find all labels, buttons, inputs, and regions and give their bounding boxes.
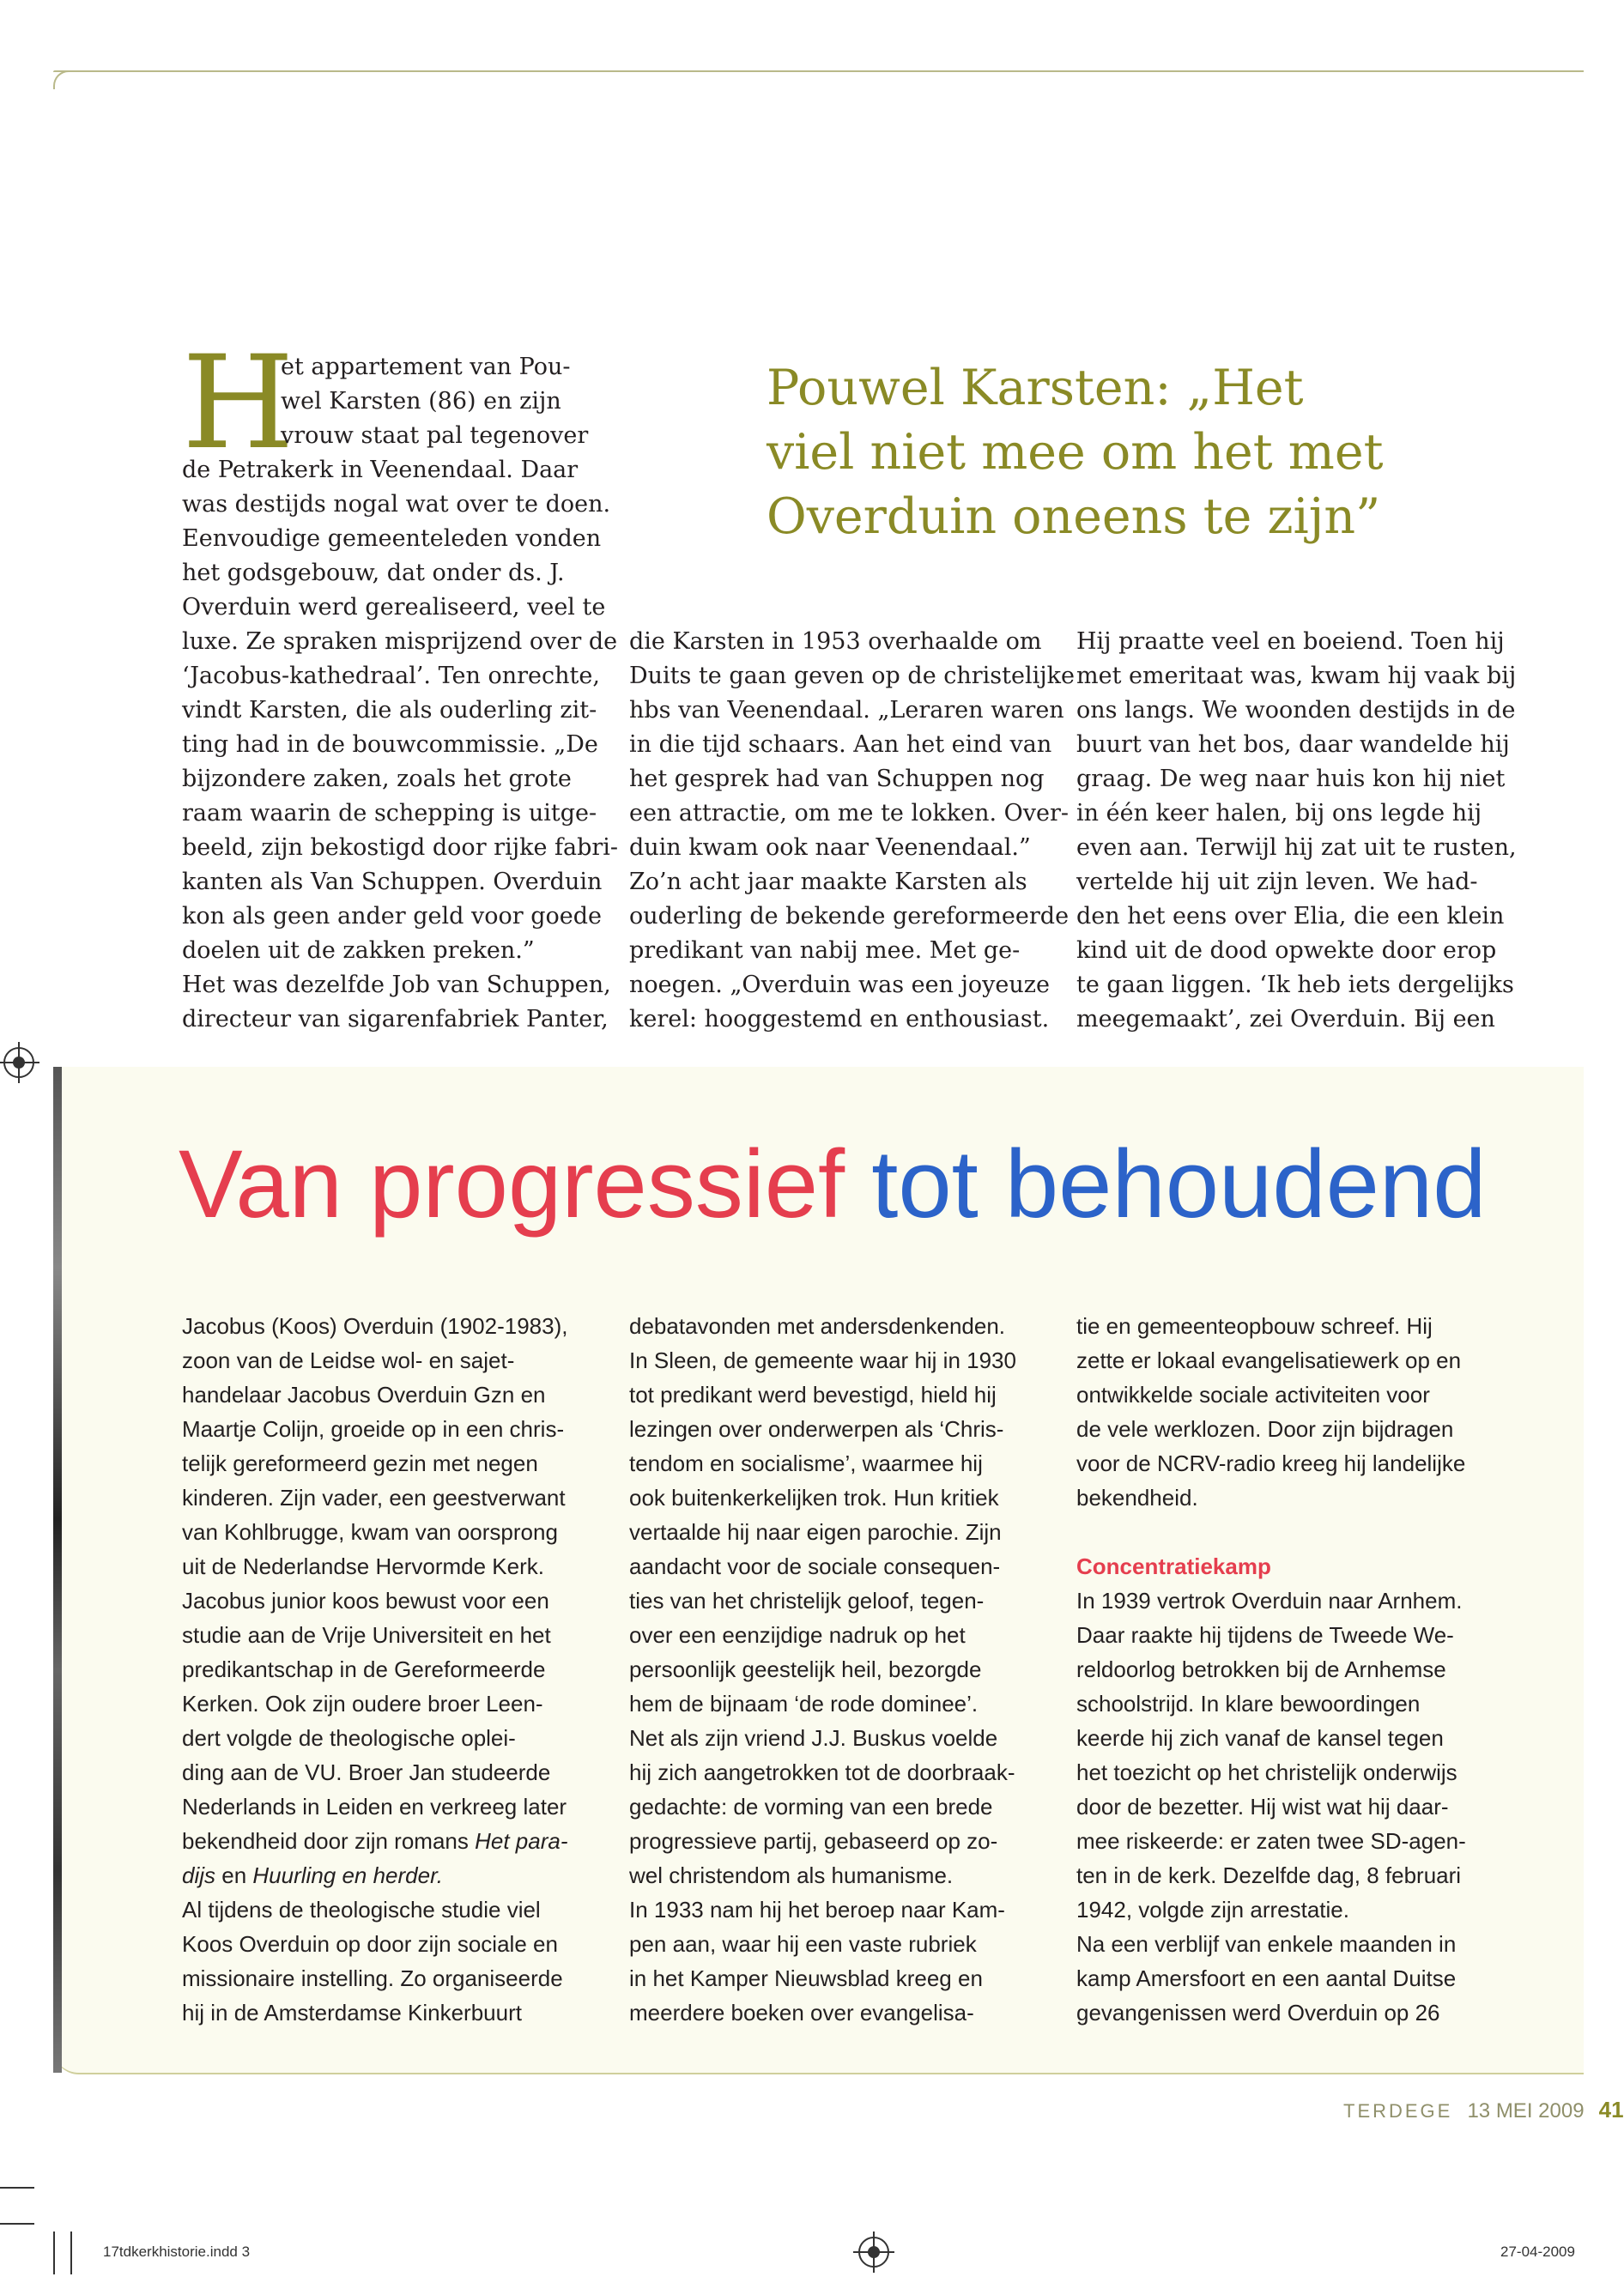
registration-mark	[858, 2237, 889, 2268]
text-line: kanten als Van Schuppen. Overduin	[182, 869, 603, 895]
text-line: keerde hij zich vanaf de kansel tegen	[1076, 1725, 1444, 1751]
book-title: Het para-	[475, 1828, 568, 1854]
text-line: Maartje Colijn, groeide op in een chris-	[182, 1416, 565, 1442]
pull-quote-line: viel niet mee om het met	[767, 424, 1384, 481]
text-line: wel Karsten (86) en zijn	[281, 388, 561, 415]
sidebar-photo-strip	[53, 1067, 62, 2073]
text-line: uit de Nederlandse Hervormde Kerk.	[182, 1553, 544, 1579]
text-line: Het was dezelfde Job van Schuppen,	[182, 972, 611, 998]
text-line: door de bezetter. Hij wist wat hij daar-	[1076, 1794, 1449, 1820]
text-line: hem de bijnaam ‘de rode dominee’.	[629, 1691, 979, 1717]
text-line: predikant van nabij mee. Met ge-	[629, 937, 1021, 964]
text-line: ouderling de bekende gereformeerde	[629, 903, 1070, 930]
text-line: het godsgebouw, dat onder ds. J.	[182, 560, 565, 586]
text-line: Zo’n acht jaar maakte Karsten als	[629, 869, 1027, 895]
text-line: telijk gereformeerd gezin met negen	[182, 1450, 538, 1476]
text-line: Net als zijn vriend J.J. Buskus voelde	[629, 1725, 998, 1751]
text-line: graag. De weg naar huis kon hij niet	[1076, 766, 1506, 792]
text-line: Koos Overduin op door zijn sociale en	[182, 1931, 558, 1957]
text-line: lezingen over onderwerpen als ‘Chris-	[629, 1416, 1004, 1442]
text-line: meegemaakt’, zei Overduin. Bij een	[1076, 1006, 1495, 1032]
text-line: over een eenzijdige nadruk op het	[629, 1622, 966, 1648]
text-line: kon als geen ander geld voor goede	[182, 903, 603, 930]
text-segment: en	[221, 1862, 247, 1888]
text-line: Jacobus junior koos bewust voor een	[182, 1588, 549, 1614]
text-line: ding aan de VU. Broer Jan studeerde	[182, 1759, 551, 1785]
page-number: 41	[1598, 2097, 1624, 2123]
text-line: wel christendom als humanisme.	[629, 1862, 954, 1888]
text-line: bijzondere zaken, zoals het grote	[182, 766, 572, 792]
article-intro	[281, 350, 588, 453]
text-line: luxe. Ze spraken misprijzend over de	[182, 628, 618, 655]
text-line: raam waarin de schepping is uitge-	[182, 800, 597, 827]
text-line: het toezicht op het christelijk onderwijs	[1076, 1759, 1457, 1785]
text-line: vertelde hij uit zijn leven. We had-	[1076, 869, 1478, 895]
text-line: kinderen. Zijn vader, een geestverwant	[182, 1485, 566, 1511]
text-line: gevangenissen werd Overduin op 26	[1076, 2000, 1440, 2026]
text-line: progressieve partij, gebaseerd op zo-	[629, 1828, 998, 1854]
text-line: hij zich aangetrokken tot de doorbraak-	[629, 1759, 1015, 1785]
text-line: missionaire instelling. Zo organiseerde	[182, 1965, 563, 1991]
text-line: de Petrakerk in Veenendaal. Daar	[182, 457, 579, 483]
text-line: kind uit de dood opwekte door erop	[1076, 937, 1497, 964]
text-line: Eenvoudige gemeenteleden vonden	[182, 525, 602, 552]
text-line: tendom en socialisme’, waarmee hij	[629, 1450, 983, 1476]
text-line: reldoorlog betrokken bij de Arnhemse	[1076, 1656, 1446, 1682]
registration-dot	[13, 1057, 25, 1069]
slug-filename: 17tdkerkhistorie.indd 3	[103, 2244, 251, 2260]
text-line: met emeritaat was, kwam hij vaak bij	[1076, 663, 1517, 689]
headline-blue: tot behoudend	[871, 1130, 1487, 1238]
text-line: ‘Jacobus-kathedraal’. Ten onrechte,	[182, 663, 600, 689]
text-line: zette er lokaal evangelisatiewerk op en	[1076, 1347, 1462, 1373]
text-line: ook buitenkerkelijken trok. Hun kritiek	[629, 1485, 999, 1511]
text-line: aandacht voor de sociale consequen-	[629, 1553, 1001, 1579]
text-line: voor de NCRV-radio kreeg hij landelijke	[1076, 1450, 1466, 1476]
text-line: Kerken. Ook zijn oudere broer Leen-	[182, 1691, 543, 1717]
text-line: dert volgde de theologische oplei-	[182, 1725, 516, 1751]
pull-quote	[767, 356, 1383, 549]
text-line: vertaalde hij naar eigen parochie. Zijn	[629, 1519, 1002, 1545]
sidebar-column-2	[629, 1309, 1016, 2030]
text-line: doelen uit de zakken preken.”	[182, 937, 535, 964]
issue-date: 13 MEI 2009	[1467, 2099, 1585, 2123]
magazine-name: TERDEGE	[1343, 2100, 1453, 2122]
sidebar-column-1	[182, 1309, 568, 2030]
top-rule-corner	[53, 70, 72, 89]
text-line: debatavonden met andersdenkenden.	[629, 1313, 1006, 1339]
text-line	[182, 1858, 568, 1892]
text-line: predikantschap in de Gereformeerde	[182, 1656, 546, 1682]
text-line: et appartement van Pou-	[281, 354, 571, 380]
drop-cap: H	[182, 329, 294, 478]
registration-dot	[868, 2246, 880, 2258]
text-line: noegen. „Overduin was een joyeuze	[629, 972, 1051, 998]
headline-red: Van progressief	[179, 1130, 845, 1238]
text-line: studie aan de Vrije Universiteit en het	[182, 1622, 551, 1648]
slug-date: 27-04-2009	[1500, 2244, 1575, 2260]
page-footer	[1343, 2097, 1624, 2123]
text-line: Nederlands in Leiden en verkreeg later	[182, 1794, 567, 1820]
text-line: in het Kamper Nieuwsblad kreeg en	[629, 1965, 983, 1991]
text-line: pen aan, waar hij een vaste rubriek	[629, 1931, 977, 1957]
article-column-1	[182, 453, 618, 1037]
text-line: directeur van sigarenfabriek Panter,	[182, 1006, 609, 1032]
text-line: gedachte: de vorming van een brede	[629, 1794, 993, 1820]
text-line: Hij praatte veel en boeiend. Toen hij	[1076, 628, 1505, 655]
text-line: tie en gemeenteopbouw schreef. Hij	[1076, 1313, 1433, 1339]
text-line: Na een verblijf van enkele maanden in	[1076, 1931, 1457, 1957]
top-rule	[53, 70, 1584, 72]
text-line: was destijds nogal wat over te doen.	[182, 491, 611, 518]
text-line: mee riskeerde: er zaten twee SD-agen-	[1076, 1828, 1466, 1854]
text-line: kerel: hooggestemd en enthousiast.	[629, 1006, 1050, 1032]
text-line: hbs van Veenendaal. „Leraren waren	[629, 697, 1064, 724]
text-line: buurt van het bos, daar wandelde hij	[1076, 731, 1510, 758]
text-line: den het eens over Elia, die een klein	[1076, 903, 1505, 930]
text-line: van Kohlbrugge, kwam van oorsprong	[182, 1519, 558, 1545]
text-line: een attractie, om me te lokken. Over-	[629, 800, 1070, 827]
crop-mark	[0, 2187, 34, 2189]
text-line: in één keer halen, bij ons legde hij	[1076, 800, 1482, 827]
text-line: beeld, zijn bekostigd door rijke fabri-	[182, 834, 619, 861]
text-line: zoon van de Leidse wol- en sajet-	[182, 1347, 515, 1373]
text-line: die Karsten in 1953 overhaalde om	[629, 628, 1042, 655]
text-line: tot predikant werd bevestigd, hield hij	[629, 1382, 997, 1408]
crop-mark	[70, 2232, 72, 2274]
article-column-3	[1076, 625, 1517, 1037]
section-subhead: Concentratiekamp	[1076, 1553, 1271, 1579]
text-line: ties van het christelijk geloof, tegen-	[629, 1588, 985, 1614]
text-line: kamp Amersfoort en een aantal Duitse	[1076, 1965, 1457, 1991]
text-line: vrouw staat pal tegenover	[281, 422, 589, 449]
text-line: ons langs. We woonden destijds in de	[1076, 697, 1516, 724]
registration-mark	[3, 1047, 34, 1078]
text-line: te gaan liggen. ‘Ik heb iets dergelijks	[1076, 972, 1514, 998]
text-line: schoolstrijd. In klare bewoordingen	[1076, 1691, 1421, 1717]
text-line: ting had in de bouwcommissie. „De	[182, 731, 598, 758]
text-line: ten in de kerk. Dezelfde dag, 8 februari	[1076, 1862, 1462, 1888]
text-line: In 1933 nam hij het beroep naar Kam-	[629, 1897, 1005, 1923]
crop-mark	[0, 2223, 34, 2225]
text-line: Jacobus (Koos) Overduin (1902-1983),	[182, 1313, 568, 1339]
book-title: Huurling en herder.	[252, 1862, 444, 1888]
text-line: meerdere boeken over evangelisa-	[629, 2000, 974, 2026]
text-line: Duits te gaan geven op de christelijke	[629, 663, 1075, 689]
sidebar-column-3	[1076, 1309, 1466, 2030]
crop-mark	[53, 2232, 55, 2274]
text-line: ontwikkelde sociale activiteiten voor	[1076, 1382, 1430, 1408]
text-line: Overduin werd gerealiseerd, veel te	[182, 594, 606, 621]
text-line: in die tijd schaars. Aan het eind van	[629, 731, 1052, 758]
text-line: even aan. Terwijl hij zat uit te rusten,	[1076, 834, 1517, 861]
text-line: In 1939 vertrok Overduin naar Arnhem.	[1076, 1588, 1463, 1614]
text-line: duin kwam ook naar Veenendaal.”	[629, 834, 1031, 861]
text-line: persoonlijk geestelijk heil, bezorgde	[629, 1656, 982, 1682]
text-line: Al tijdens de theologische studie viel	[182, 1897, 541, 1923]
text-line	[182, 1824, 568, 1858]
text-line: In Sleen, de gemeente waar hij in 1930	[629, 1347, 1016, 1373]
text-line: hij in de Amsterdamse Kinkerbuurt	[182, 2000, 522, 2026]
text-line: 1942, volgde zijn arrestatie.	[1076, 1897, 1349, 1923]
sidebar-headline	[179, 1129, 1487, 1240]
text-line: het gesprek had van Schuppen nog	[629, 766, 1045, 792]
text-line: handelaar Jacobus Overduin Gzn en	[182, 1382, 546, 1408]
text-line: Daar raakte hij tijdens de Tweede We-	[1076, 1622, 1454, 1648]
book-title: dijs	[182, 1862, 216, 1888]
text-segment: bekendheid door zijn romans	[182, 1828, 469, 1854]
pull-quote-line: Overduin oneens te zijn”	[767, 488, 1381, 545]
text-line: vindt Karsten, die als ouderling zit-	[182, 697, 597, 724]
article-column-2	[629, 625, 1075, 1037]
text-line: de vele werklozen. Door zijn bijdragen	[1076, 1416, 1454, 1442]
spacer	[1076, 1515, 1466, 1549]
pull-quote-line: Pouwel Karsten: „Het	[767, 360, 1304, 416]
text-line: bekendheid.	[1076, 1485, 1198, 1511]
